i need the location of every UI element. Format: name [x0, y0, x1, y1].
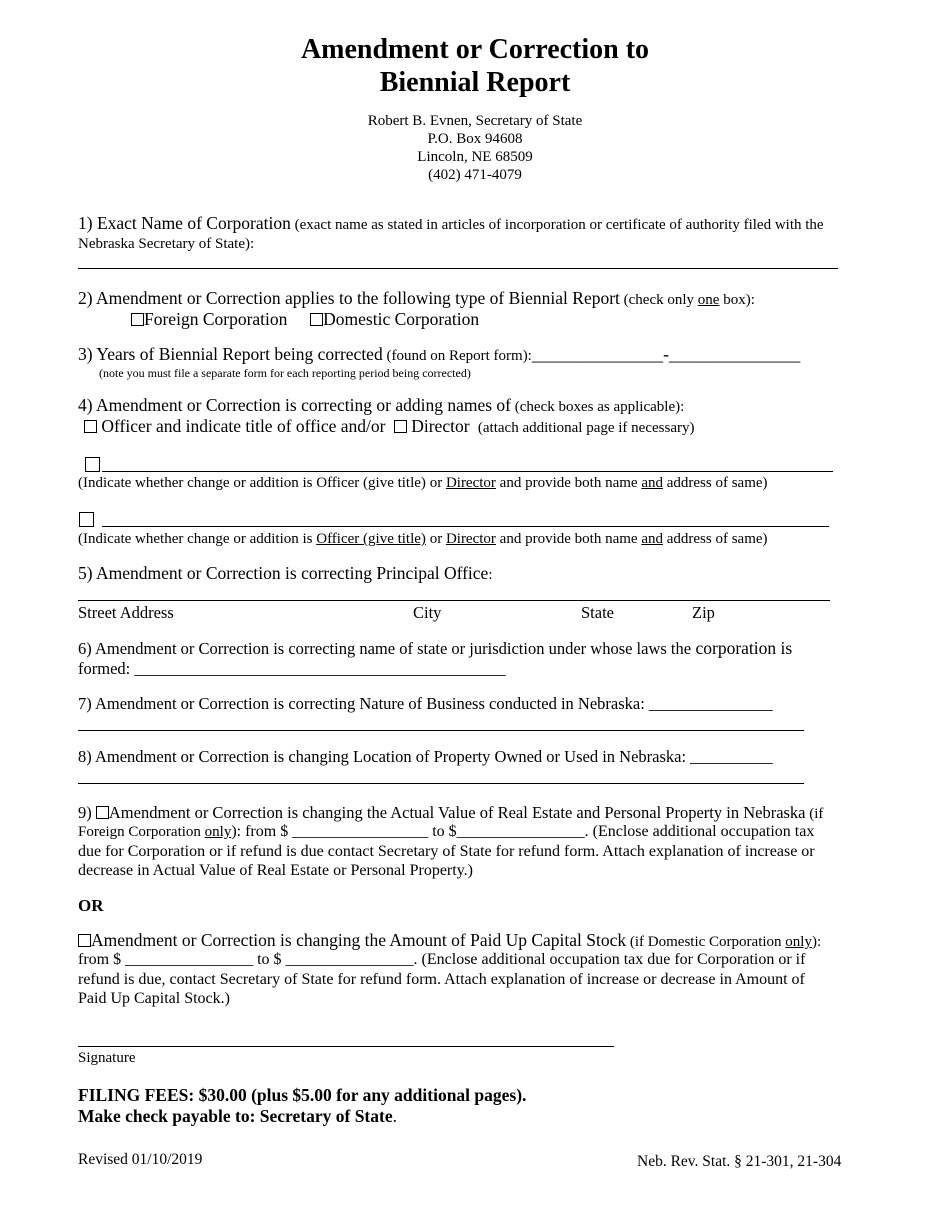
domestic-corporation-checkbox[interactable] [310, 313, 323, 326]
section-8-line1[interactable]: 8) Amendment or Correction is changing Location of Property Owned or Used in Nebraska: __________ [78, 747, 773, 766]
start-year-field[interactable]: _______________ [531, 344, 664, 364]
entry-2-checkbox[interactable] [79, 512, 94, 527]
actual-value-range-field[interactable]: ): from $ _________________ to $________________. (Enclose additional occupation tax [231, 823, 815, 840]
zip-label: Zip [692, 603, 715, 622]
director-label: Director [411, 416, 470, 436]
section-4-line1: 4) Amendment or Correction is correcting or adding names of (check boxes as applicable): [78, 395, 685, 415]
foreign-corporation-label: Foreign Corporation [144, 309, 288, 329]
section-9-line2: Foreign Corporation only): from $ _________________ to $________________. (Enclose additional occupation tax [78, 823, 815, 840]
office-box: P.O. Box 94608 [427, 131, 523, 147]
section-2-options [131, 309, 479, 330]
end-year-field[interactable]: _______________ [668, 344, 801, 364]
jurisdiction-field[interactable]: formed: _____________________________________________ [78, 659, 506, 678]
section-10-line3: refund is due, contact Secretary of State for refund form. Attach explanation of increase or decrease in Amount of [78, 971, 805, 988]
office-name: Robert B. Evnen, Secretary of State [367, 113, 583, 129]
entry-2-instruction: (Indicate whether change or addition is Officer (give title) or Director and provide both name and address of same) [78, 531, 768, 547]
capital-stock-checkbox[interactable] [78, 934, 91, 947]
actual-value-checkbox[interactable] [96, 806, 109, 819]
capital-stock-range-field[interactable]: from $ ________________ to $ ________________. (Enclose additional occupation tax due for Corporation or if [78, 951, 806, 968]
entry-2-field[interactable] [102, 526, 829, 527]
statute-reference: Neb. Rev. Stat. § 21-301, 21-304 [637, 1153, 842, 1170]
officer-label: Officer and indicate title of office and/or [101, 416, 386, 436]
section-6-line1: 6) Amendment or Correction is correcting name of state or jurisdiction under whose laws the corporation is [78, 638, 793, 658]
corporation-name-field[interactable] [78, 268, 838, 269]
entry-1-checkbox[interactable] [85, 457, 100, 472]
section-9-line1: 9) Amendment or Correction is changing the Actual Value of Real Estate and Personal Property in Nebraska (if [78, 803, 824, 822]
entry-1-instruction: (Indicate whether change or addition is Officer (give title) or Director and provide both name and address of same) [78, 475, 768, 491]
property-location-field[interactable] [78, 783, 804, 784]
section-2-line1: 2) Amendment or Correction applies to the following type of Biennial Report (check only one box): [78, 288, 755, 308]
state-label: State [581, 603, 614, 622]
form-title-line1: Amendment or Correction to [300, 34, 650, 65]
city-label: City [413, 603, 442, 622]
filing-fees: FILING FEES: $30.00 (plus $5.00 for any additional pages). [78, 1085, 527, 1105]
principal-office-field[interactable] [78, 600, 830, 601]
officer-checkbox[interactable] [84, 420, 97, 433]
section-1-line1 [78, 213, 824, 234]
foreign-corporation-checkbox[interactable] [131, 313, 144, 326]
office-city: Lincoln, NE 68509 [417, 149, 533, 165]
section-4-options [84, 416, 694, 437]
section-1-note-cont: Nebraska Secretary of State): [78, 236, 255, 252]
signature-label: Signature [78, 1050, 136, 1066]
section-1-label: 1) Exact Name of Corporation [78, 213, 291, 233]
domestic-corporation-label: Domestic Corporation [323, 309, 480, 329]
section-5-line1: 5) Amendment or Correction is correcting Principal Office: [78, 563, 493, 583]
section-1-note: (exact name as stated in articles of incorporation or certificate of authority filed with the [290, 217, 824, 233]
revised-date: Revised 01/10/2019 [78, 1151, 203, 1168]
form-title-line2: Biennial Report [379, 67, 571, 98]
section-3-label: 3) Years of Biennial Report being corrected [78, 344, 383, 364]
section-9-label: Amendment or Correction is changing the Actual Value of Real Estate and Personal Property in Nebraska [108, 803, 806, 822]
section-3-line1: 3) Years of Biennial Report being corrected (found on Report form):_______________-_______________ [78, 344, 801, 364]
director-checkbox[interactable] [394, 420, 407, 433]
section-3-subnote: (note you must file a separate form for each reporting period being corrected) [99, 366, 471, 380]
section-9-line3: due for Corporation or if refund is due contact Secretary of State for refund form. Attach explanation of increase or [78, 843, 815, 860]
attach-note: (attach additional page if necessary) [477, 420, 695, 436]
signature-field[interactable] [78, 1046, 614, 1047]
nature-of-business-field[interactable] [78, 730, 804, 731]
payable-to: Make check payable to: Secretary of State. [78, 1106, 397, 1126]
section-4-label: 4) Amendment or Correction is correcting or adding names of [78, 395, 512, 415]
section-10-line4: Paid Up Capital Stock.) [78, 990, 230, 1007]
entry-1-field[interactable] [102, 471, 833, 472]
section-9-line4: decrease in Actual Value of Real Estate or Personal Property.) [78, 862, 473, 879]
street-address-label: Street Address [78, 603, 174, 622]
section-10-line1: Amendment or Correction is changing the Amount of Paid Up Capital Stock (if Domestic Corporation only): [78, 930, 821, 951]
office-phone: (402) 471-4079 [428, 167, 522, 183]
section-2-label: 2) Amendment or Correction applies to the following type of Biennial Report [78, 288, 620, 308]
or-separator: OR [78, 896, 104, 915]
section-5-label: 5) Amendment or Correction is correcting Principal Office [78, 563, 489, 583]
section-10-label: Amendment or Correction is changing the Amount of Paid Up Capital Stock [91, 930, 627, 950]
section-7-line1[interactable]: 7) Amendment or Correction is correcting Nature of Business conducted in Nebraska: _______________ [78, 694, 773, 713]
